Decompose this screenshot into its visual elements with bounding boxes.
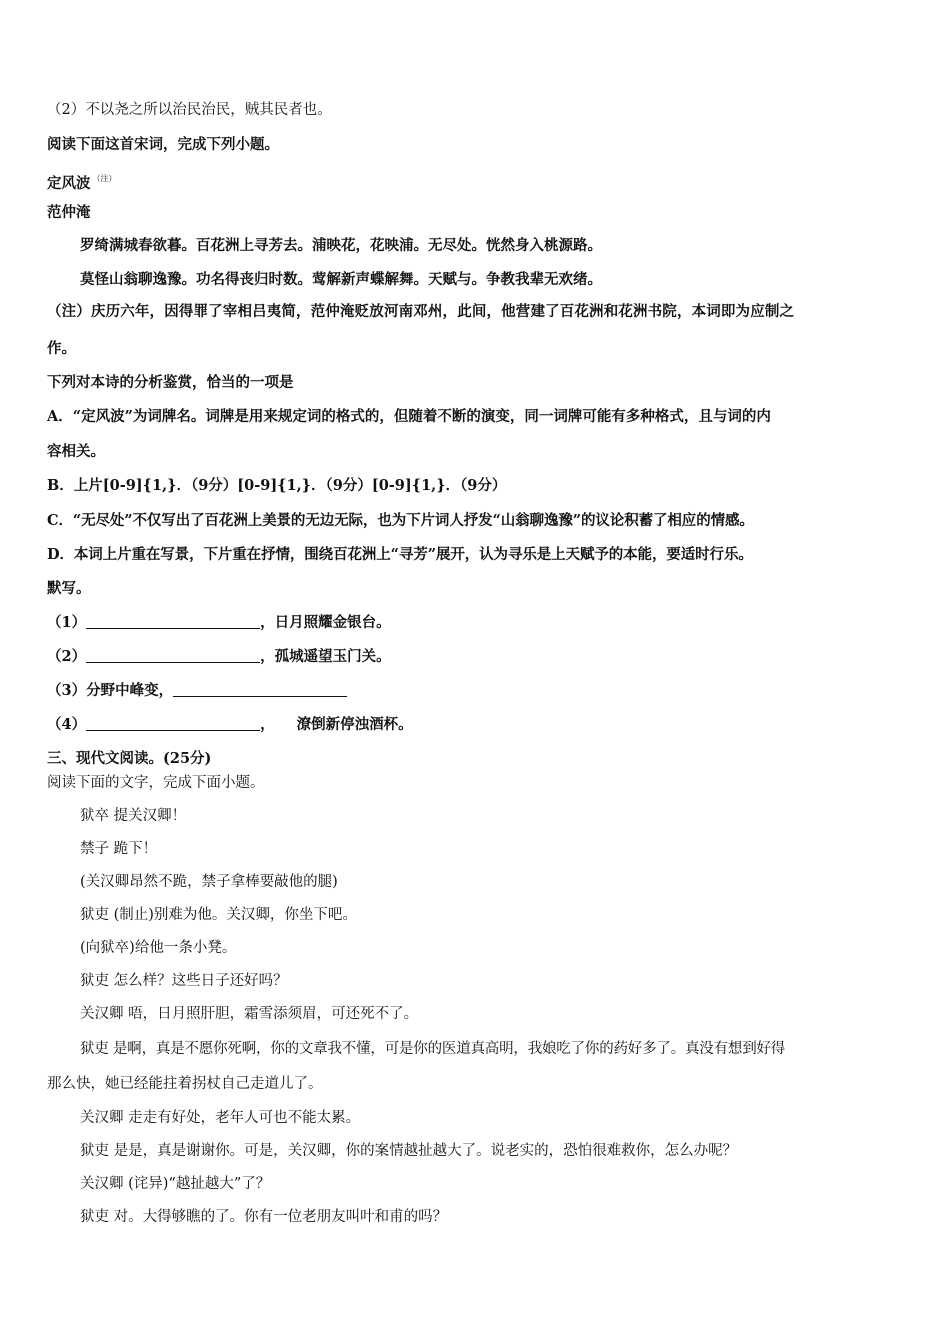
option-d: D．本词上片重在写景，下片重在抒情，围绕百花洲上“寻芳”展开，认为寻乐是上天赋予的本能，要适时行乐。: [47, 546, 753, 563]
poem-line-2: 莫怪山翁聊逸豫。功名得丧归时数。莺解新声蝶解舞。天赋与。争教我辈无欢绪。: [80, 271, 602, 288]
option-a-line-1: A．“定风波”为词牌名。词牌是用来规定词的格式的，但随着不断的演变，同一词牌可能有多种格式，且与词的内: [47, 408, 771, 425]
script-line-10: 狱吏 是是，真是谢谢你。可是，关汉卿，你的案情越扯越大了。说老实的，恐怕很难救你，怎么办呢？: [80, 1143, 738, 1159]
dictation-item-4-number: （4）: [47, 716, 87, 733]
script-line-7: 关汉卿 唔，日月照肝胆，霜雪添须眉，可还死不了。: [80, 1006, 419, 1022]
poem-note-line-2: 作。: [47, 340, 76, 357]
option-c: C．“无尽处”不仅写出了百花洲上美景的无边无际，也为下片词人抒发“山翁聊逸豫”的议论积蓄了相应的情感。: [47, 512, 754, 529]
poem-title: [47, 169, 117, 194]
dictation-item-1-number: （1）: [47, 614, 87, 631]
script-line-8a: 狱吏 是啊，真是不愿你死啊，你的文章我不懂，可是你的医道真高明，我娘吃了你的药好多了。真没有想到好得: [80, 1041, 786, 1057]
dictation-blank-3[interactable]: [173, 681, 347, 697]
script-line-11: 关汉卿 (诧异)“越扯越大”了？: [80, 1176, 271, 1192]
dictation-blank-4[interactable]: [86, 715, 260, 731]
script-line-5: (向狱卒)给他一条小凳。: [80, 940, 237, 956]
poem-title-note-marker: （注）: [92, 174, 117, 183]
script-line-3: (关汉卿昂然不跪，禁子拿棒要敲他的腿): [80, 874, 338, 890]
option-b: B．上片[0-9]{1,}．（9分）[0-9]{1,}．（9分）[0-9]{1,}．（9分）: [47, 477, 507, 494]
option-a-line-2: 容相关。: [47, 443, 105, 460]
dictation-item-4: [47, 715, 413, 735]
script-line-6: 狱吏 怎么样？这些日子还好吗？: [80, 973, 288, 989]
dictation-item-1: [47, 613, 391, 633]
poem-author: 范仲淹: [47, 204, 91, 221]
dictation-item-4-tail: 潦倒新停浊酒杯。: [296, 716, 413, 733]
dictation-item-1-text: ，日月照耀金银台。: [260, 614, 391, 631]
dictation-blank-1[interactable]: [86, 613, 260, 629]
dictation-blank-2[interactable]: [86, 647, 260, 663]
poem-instruction: 阅读下面这首宋词，完成下列小题。: [47, 136, 279, 153]
script-line-1: 狱卒 提关汉卿！: [80, 808, 187, 824]
reading-instruction: 阅读下面的文字，完成下面小题。: [47, 775, 265, 791]
question-2-line: （2）不以尧之所以治民治民，贼其民者也。: [47, 102, 332, 118]
dictation-item-3-text: （3）分野中峰变，: [47, 682, 174, 699]
dictation-item-2-text: ，孤城遥望玉门关。: [260, 648, 391, 665]
poem-line-1: 罗绮满城春欲暮。百花洲上寻芳去。浦映花，花映浦。无尽处。恍然身入桃源路。: [80, 237, 602, 254]
poem-note-line-1: （注）庆历六年，因得罪了宰相吕夷简，范仲淹贬放河南邓州，此间，他营建了百花洲和花洲书院，本词即为应制之: [47, 303, 795, 320]
dictation-item-2-number: （2）: [47, 648, 87, 665]
dictation-item-3: [47, 681, 347, 701]
dictation-item-4-comma: ，: [260, 716, 275, 733]
script-line-9: 关汉卿 走走有好处，老年人可也不能太累。: [80, 1110, 361, 1126]
script-line-4: 狱吏 (制止)别难为他。关汉卿，你坐下吧。: [80, 907, 357, 923]
dictation-heading: 默写。: [47, 580, 91, 597]
script-line-2: 禁子 跪下！: [80, 841, 158, 857]
dictation-item-2: [47, 647, 391, 667]
script-line-8b: 那么快，她已经能拄着拐杖自己走道儿了。: [47, 1076, 323, 1092]
poem-title-text: 定风波: [47, 175, 91, 192]
section-3-heading: 三、现代文阅读。(25分): [47, 750, 212, 767]
script-line-12: 狱吏 对。大得够瞧的了。你有一位老朋友叫叶和甫的吗？: [80, 1209, 448, 1225]
question-stem: 下列对本诗的分析鉴赏，恰当的一项是: [47, 374, 294, 391]
